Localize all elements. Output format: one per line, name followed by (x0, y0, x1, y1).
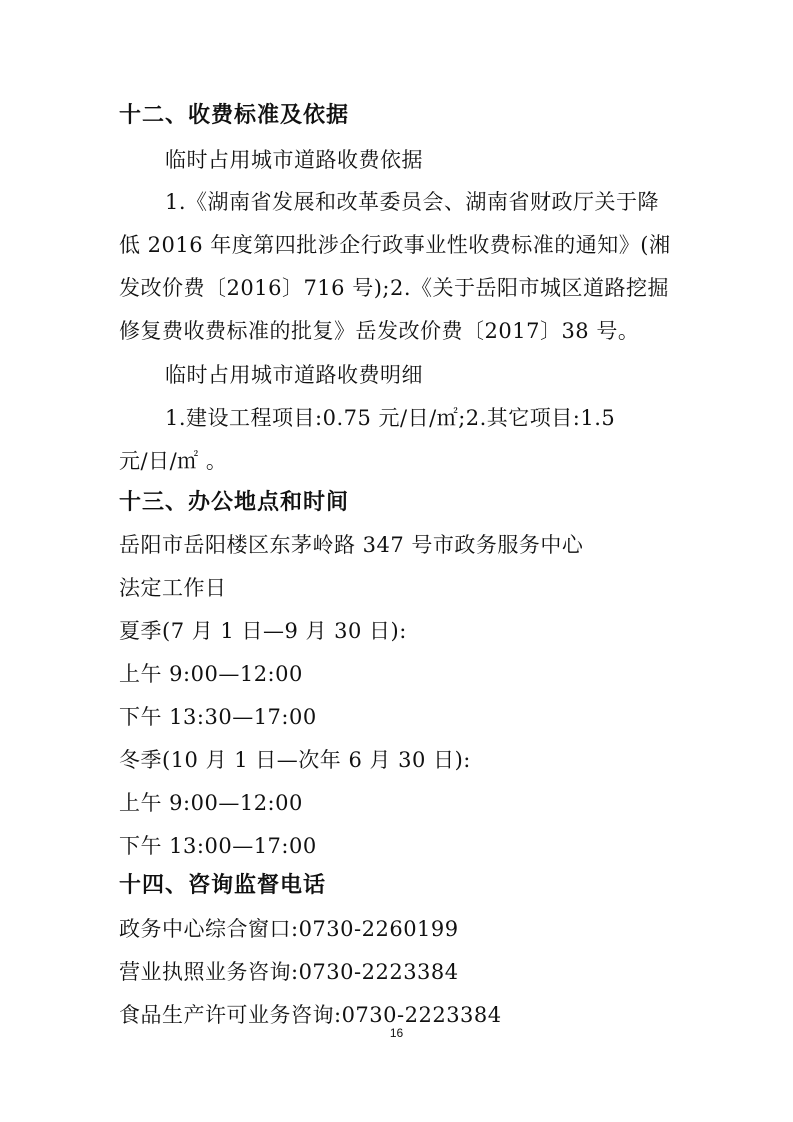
office-address: 岳阳市岳阳楼区东茅岭路 347 号市政务服务中心 (119, 533, 584, 557)
fee-basis-line: 修复费收费标准的批复》岳发改价费〔2017〕38 号。 (119, 319, 640, 343)
section-13-heading: 十三、办公地点和时间 (119, 490, 350, 515)
section-12-heading: 十二、收费标准及依据 (119, 103, 350, 128)
section-14-heading: 十四、咨询监督电话 (119, 873, 327, 898)
winter-season-label: 冬季(10 月 1 日—次年 6 月 30 日): (119, 748, 471, 772)
workday-label: 法定工作日 (119, 576, 227, 600)
page-number: 16 (389, 1026, 404, 1040)
winter-afternoon-hours: 下午 13:00—17:00 (119, 834, 317, 858)
summer-season-label: 夏季(7 月 1 日—9 月 30 日): (119, 619, 407, 643)
fee-basis-line: 1.《湖南省发展和改革委员会、湖南省财政厅关于降 (165, 190, 660, 214)
fee-detail-title: 临时占用城市道路收费明细 (165, 363, 423, 387)
fee-detail-line: 1.建设工程项目:0.75 元/日/㎡;2.其它项目:1.5 (165, 406, 616, 430)
phone-line: 政务中心综合窗口:0730-2260199 (119, 917, 459, 941)
summer-afternoon-hours: 下午 13:30—17:00 (119, 705, 317, 729)
summer-morning-hours: 上午 9:00—12:00 (119, 662, 303, 686)
fee-detail-line: 元/日/㎡ 。 (119, 449, 228, 473)
winter-morning-hours: 上午 9:00—12:00 (119, 791, 303, 815)
fee-basis-title: 临时占用城市道路收费依据 (165, 148, 423, 172)
phone-line: 营业执照业务咨询:0730-2223384 (119, 960, 459, 984)
phone-line: 食品生产许可业务咨询:0730-2223384 (119, 1003, 502, 1027)
fee-basis-line: 低 2016 年度第四批涉企行政事业性收费标准的通知》(湘 (119, 233, 671, 257)
fee-basis-line: 发改价费〔2016〕716 号);2.《关于岳阳市城区道路挖掘 (119, 276, 670, 300)
